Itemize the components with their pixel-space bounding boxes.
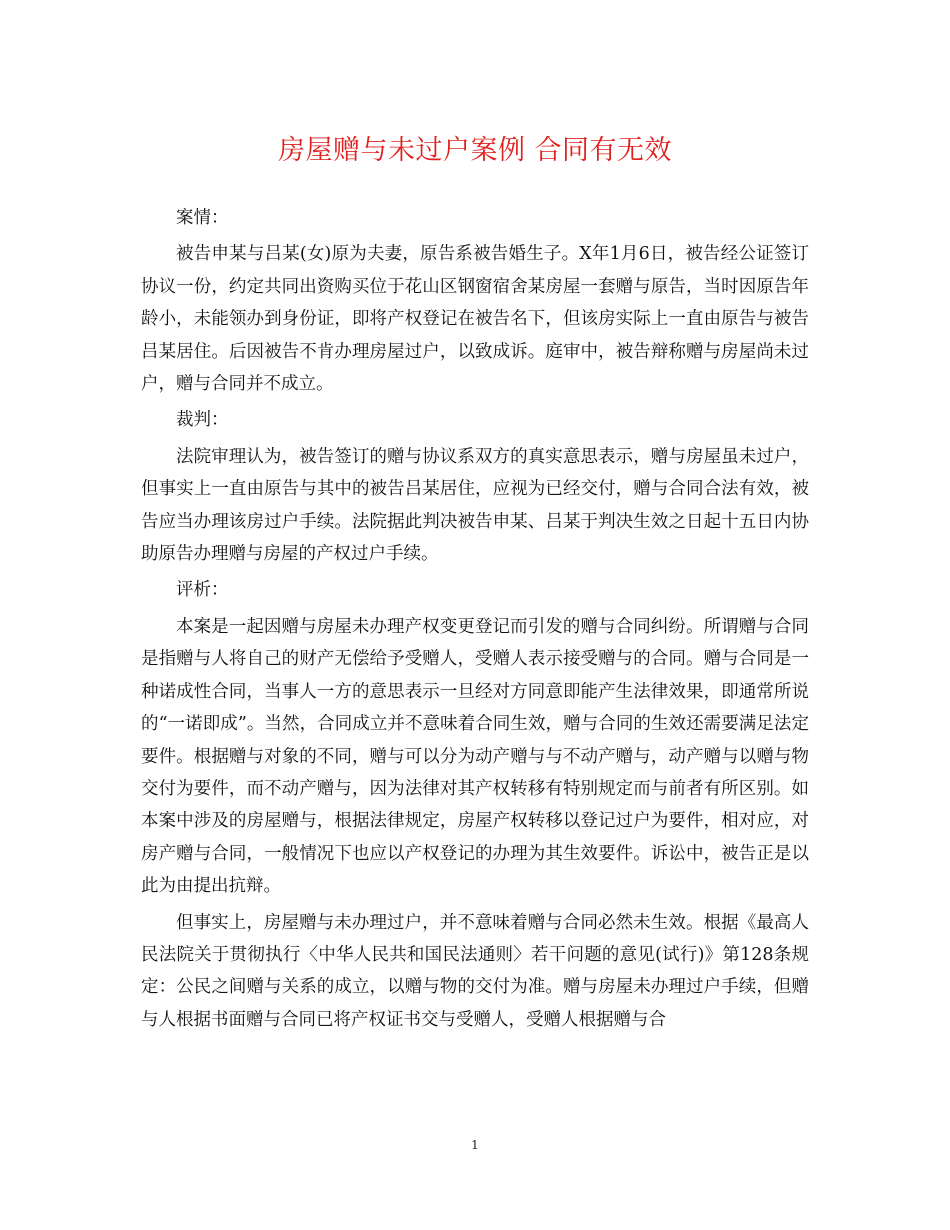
document-body: [141, 202, 809, 1040]
section-heading-judgment: 裁判：: [176, 410, 229, 431]
paragraph-case-facts: 被告申某与吕某(女)原为夫妻，原告系被告婚生子。X年1月6日，被告经公证签订协议一份，约定共同出资购买位于花山区钢窗宿舍某房屋一套赠与原告，当时因原告年龄小，未能领办到身份证，即将产权登记在被告名下，但该房实际上一直由原告与被告吕某居住。后因被告不肯办理房屋过户，以致成诉。庭审中，被告辩称赠与房屋尚未过户，赠与合同并不成立。: [141, 244, 809, 395]
paragraph-analysis-2: 但事实上，房屋赠与未办理过户，并不意味着赠与合同必然未生效。根据《最高人民法院关于贯彻执行〈中华人民共和国民法通则〉若干问题的意见(试行)》第128条规定：公民之间赠与关系的成立，以赠与物的交付为准。赠与房屋未办理过户手续，但赠与人根据书面赠与合同已将产权证书交与受赠人，受赠人根据赠与合: [141, 912, 809, 1030]
section-heading-analysis: 评析：: [176, 580, 229, 601]
paragraph-judgment: 法院审理认为，被告签订的赠与协议系双方的真实意思表示，赠与房屋虽未过户，但事实上一直由原告与其中的被告吕某居住，应视为已经交付，赠与合同合法有效，被告应当办理该房过户手续。法院据此判决被告申某、吕某于判决生效之日起十五日内协助原告办理赠与房屋的产权过户手续。: [141, 446, 809, 565]
page-number: 1: [471, 1138, 479, 1152]
paragraph-analysis-1: 本案是一起因赠与房屋未办理产权变更登记而引发的赠与合同纠纷。所谓赠与合同是指赠与人将自己的财产无偿给予受赠人，受赠人表示接受赠与的合同。赠与合同是一种诺成性合同，当事人一方的意思表示一旦经对方同意即能产生法律效果，即通常所说的“一诺即成”。当然，合同成立并不意味着合同生效，赠与合同的生效还需要满足法定要件。根据赠与对象的不同，赠与可以分为动产赠与与不动产赠与，动产赠与以赠与物交付为要件，而不动产赠与，因为法律对其产权转移有特别规定而与前者有所区别。如本案中涉及的房屋赠与，根据法律规定，房屋产权转移以登记过户为要件，相对应，对房产赠与合同，一般情况下也应以产权登记的办理为其生效要件。诉讼中，被告正是以此为由提出抗辩。: [141, 616, 809, 897]
document-title: 房屋赠与未过户案例 合同有无效: [277, 135, 673, 166]
section-heading-case: 案情：: [176, 208, 229, 228]
